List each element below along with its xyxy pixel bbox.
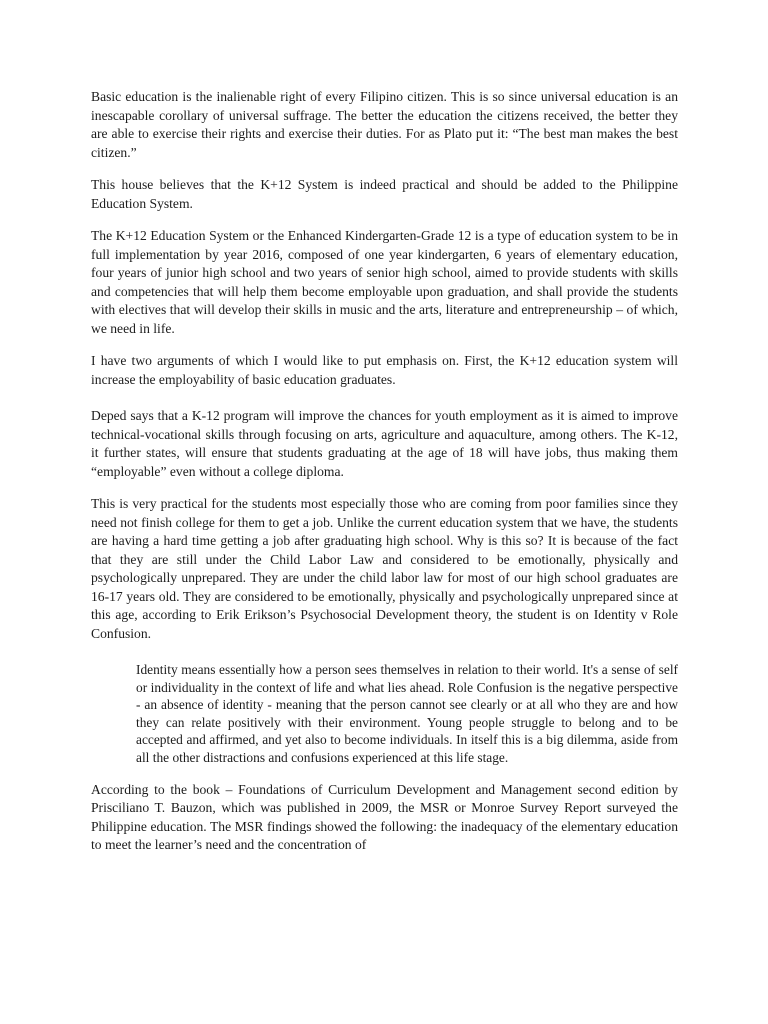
- paragraph-practicality: This is very practical for the students most especially those who are coming from poor families since they need not finish college for them to get a job. Unlike the current education system that we have, the students are having a hard time getting a job after graduating high school. Why is this so? It is because of the fact that they are still under the Child Labor Law and considered to be emotionally, physically and psychologically unprepared. They are under the child labor law for most of our high school graduates are 16-17 years old. They are considered to be emotionally, physically and psychologically unprepared since at this age, according to Erik Erikson’s Psychosocial Development theory, the student is on Identity v Role Confusion.: [91, 496, 678, 641]
- paragraph-house-motion: This house believes that the K+12 System is indeed practical and should be added to the Philippine Education System.: [91, 177, 678, 211]
- paragraph-arguments: I have two arguments of which I would like to put emphasis on. First, the K+12 education system will increase the employability of basic education graduates.: [91, 353, 678, 387]
- paragraph-basic-education: Basic education is the inalienable right of every Filipino citizen. This is so since universal education is an inescapable corollary of universal suffrage. The better the education the citizens received, the better they are able to exercise their rights and exercise their duties. For as Plato put it: “The best man makes the best citizen.”: [91, 89, 678, 160]
- paragraph-deped: Deped says that a K-12 program will improve the chances for youth employment as it is aimed to improve technical-vocational skills through focusing on arts, agriculture and aquaculture, among others. The K-12, it further states, will ensure that students graduating at the age of 18 will have jobs, thus making them “employable” even without a college diploma.: [91, 408, 678, 479]
- paragraph-k12-definition: The K+12 Education System or the Enhanced Kindergarten-Grade 12 is a type of education system to be in full implementation by year 2016, composed of one year kindergarten, 6 years of elementary education, four years of junior high school and two years of senior high school, aimed to provide students with skills and competencies that will help them become employable upon graduation, and shall provide the students with electives that will develop their skills in music and the arts, literature and entrepreneurship – of which, we need in life.: [91, 228, 678, 336]
- document-page: [91, 88, 678, 869]
- block-quote-identity: Identity means essentially how a person sees themselves in relation to their world. It's a sense of self or individuality in the context of life and what lies ahead. Role Confusion is the negative perspective - an absence of identity - meaning that the person cannot see clearly or at all who they are and how they can relate positively with their environment. Young people struggle to belong and to be accepted and affirmed, and yet also to become individuals. In itself this is a big dilemma, aside from all the other distractions and confusions experienced at this life stage.: [136, 662, 678, 765]
- paragraph-curriculum-book: According to the book – Foundations of Curriculum Development and Management second edition by Prisciliano T. Bauzon, which was published in 2009, the MSR or Monroe Survey Report surveyed the Philippine education. The MSR findings showed the following: the inadequacy of the elementary education to meet the learner’s need and the concentration of: [91, 781, 678, 853]
